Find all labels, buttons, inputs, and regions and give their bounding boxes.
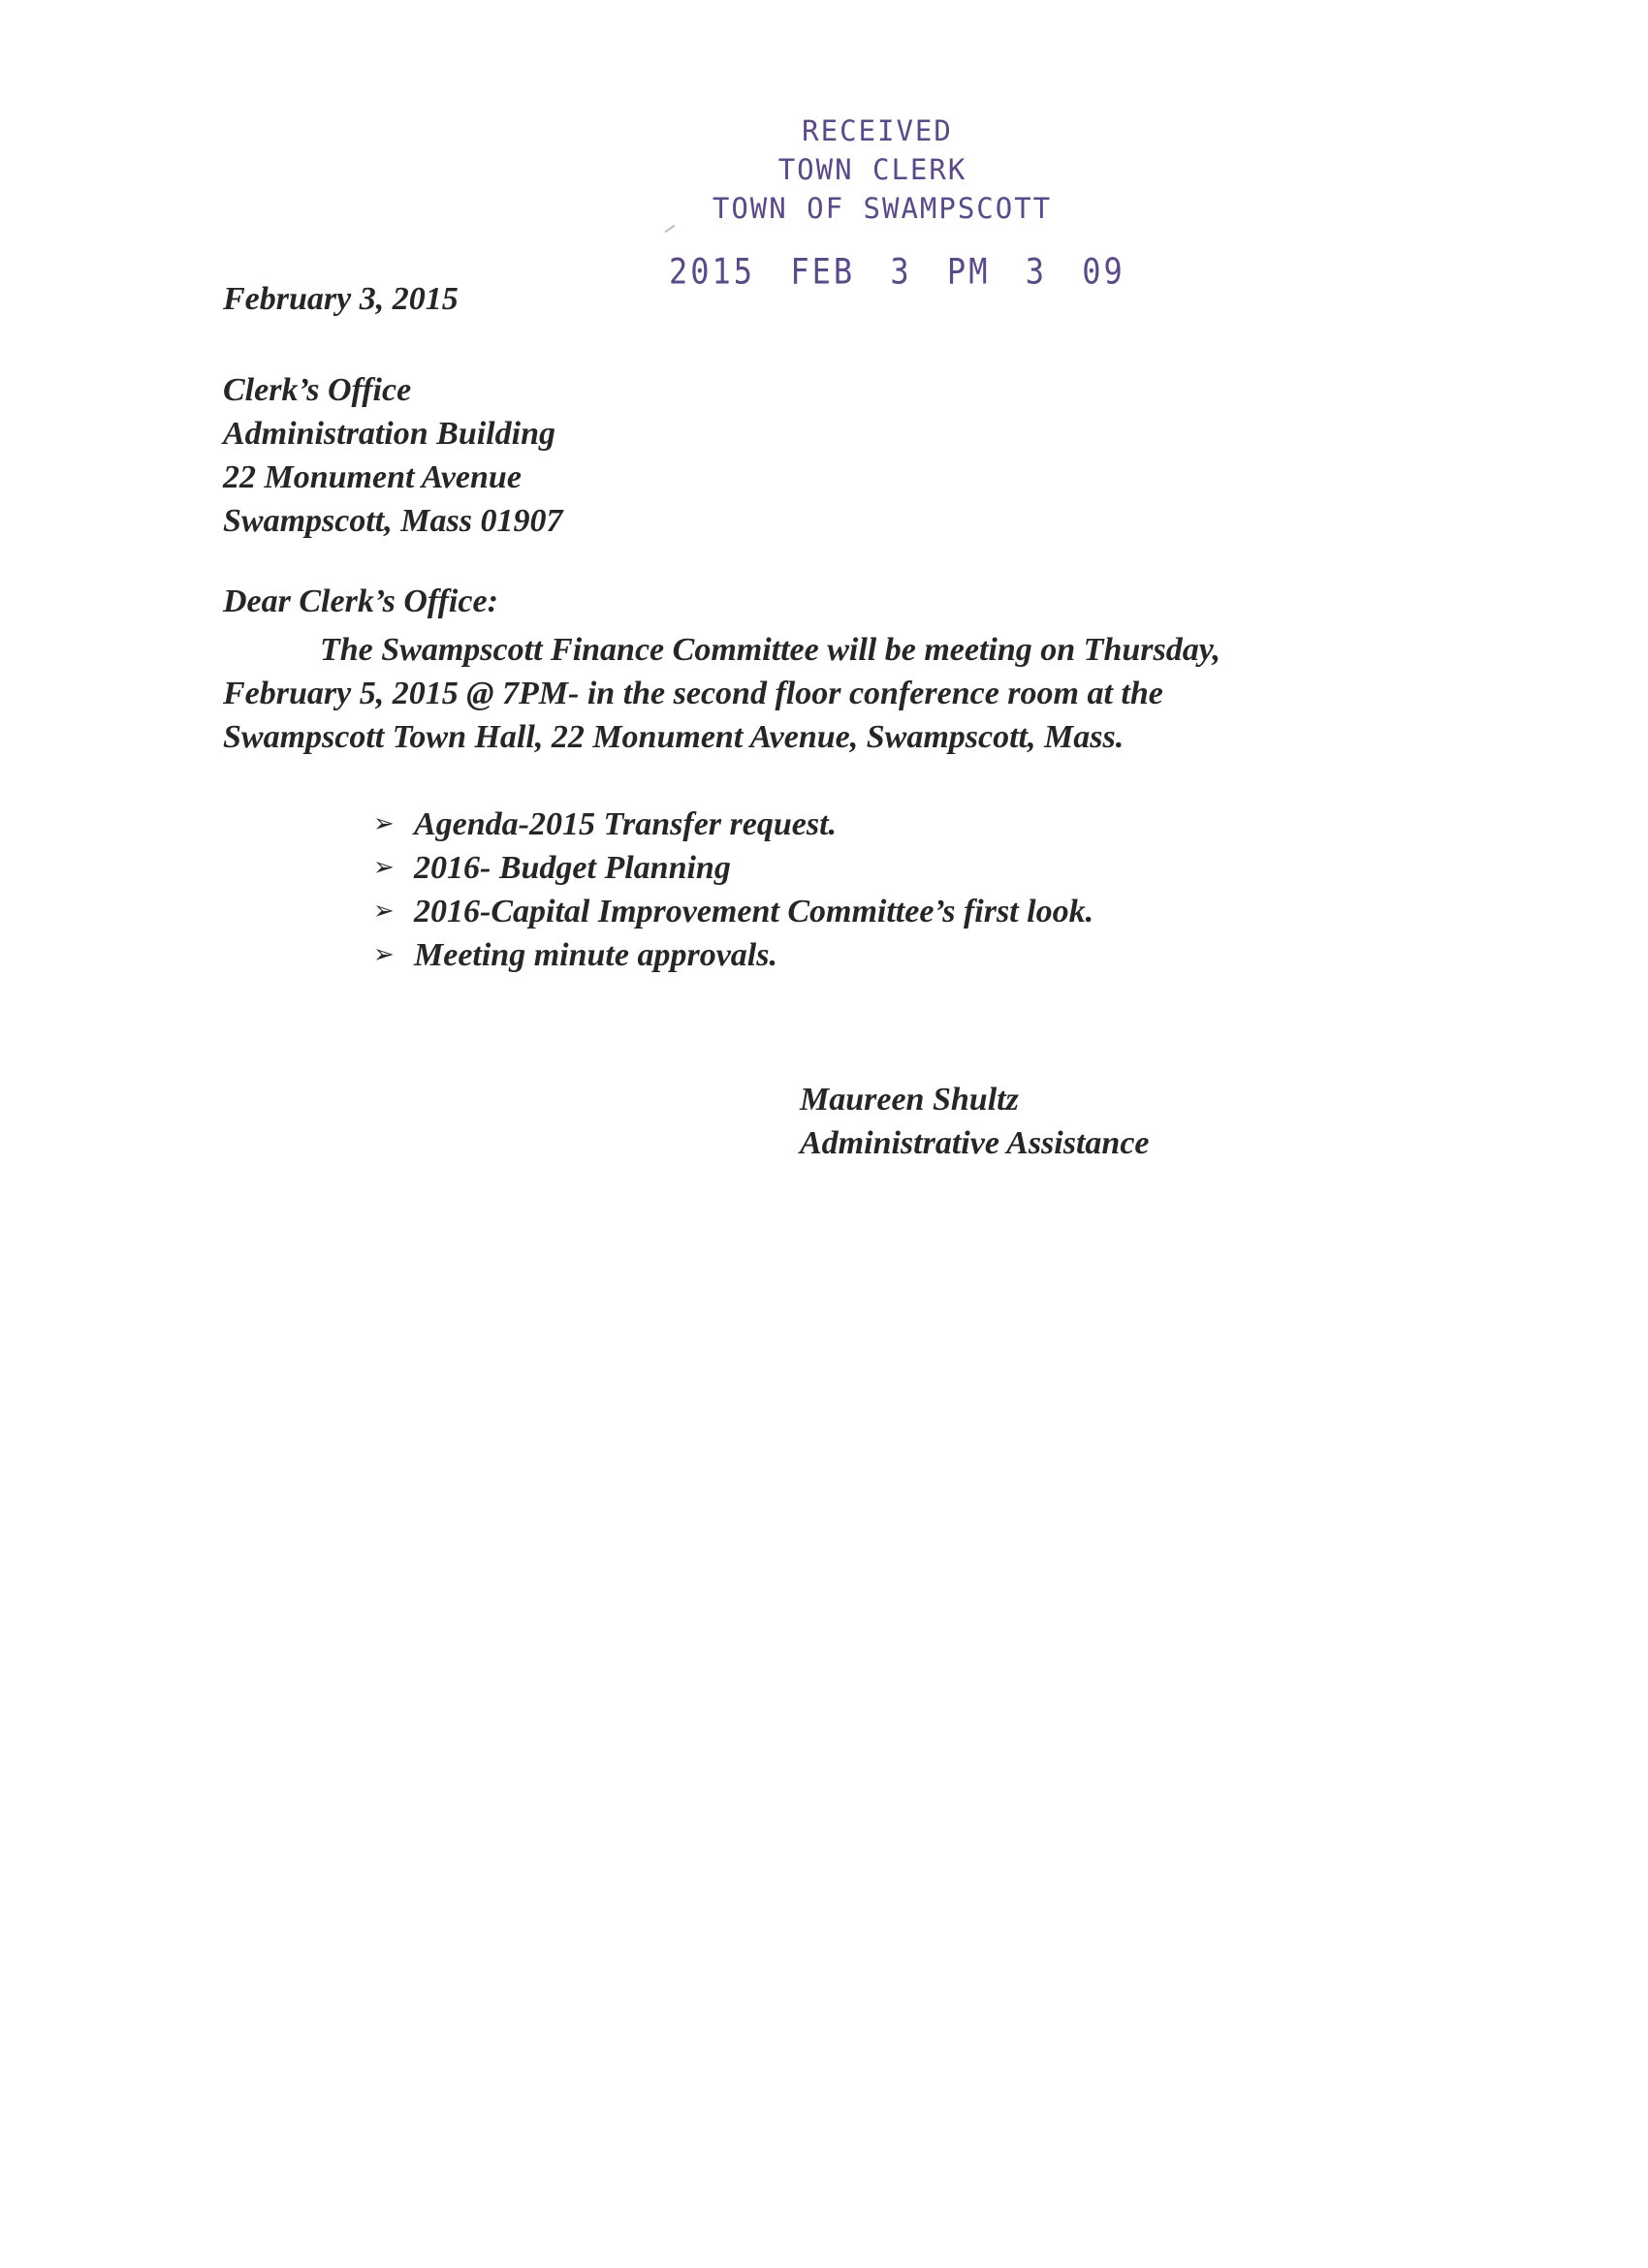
salutation: Dear Clerk’s Office: — [223, 583, 498, 619]
stamp-datetime: 2015 FEB 3 PM 3 09 — [669, 250, 1125, 293]
letter-date: February 3, 2015 — [223, 281, 459, 317]
signature-name: Maureen Shultz — [800, 1082, 1019, 1118]
agenda-item-text: 2016-Capital Improvement Committee’s first look. — [414, 894, 1094, 929]
agenda-item — [373, 933, 1093, 977]
address-line: Clerk’s Office — [223, 372, 412, 408]
body-paragraph — [223, 628, 1220, 759]
agenda-item-text: Meeting minute approvals. — [414, 937, 777, 973]
agenda-item — [373, 846, 1093, 890]
stamp-line-received: RECEIVED — [802, 114, 953, 147]
arrowhead-bullet-icon: ➢ — [373, 809, 395, 838]
body-line: February 5, 2015 @ 7PM- in the second floor conference room at the — [223, 676, 1163, 711]
body-line: The Swampscott Finance Committee will be meeting on Thursday, — [320, 632, 1221, 668]
agenda-item-text: Agenda-2015 Transfer request. — [414, 806, 838, 842]
arrowhead-bullet-icon: ➢ — [373, 897, 395, 926]
body-line: Swampscott Town Hall, 22 Monument Avenue, Swampscott, Mass. — [223, 719, 1125, 755]
recipient-address — [223, 368, 562, 543]
address-line: Administration Building — [223, 416, 555, 452]
address-line: 22 Monument Avenue — [223, 459, 522, 495]
arrowhead-bullet-icon: ➢ — [373, 940, 395, 969]
stamp-line-town: TOWN OF SWAMPSCOTT — [712, 192, 1053, 225]
agenda-item-text: 2016- Budget Planning — [414, 850, 731, 886]
received-stamp — [669, 111, 1125, 293]
agenda-item — [373, 890, 1093, 933]
stamp-line-town-clerk: TOWN CLERK — [777, 153, 967, 186]
signature-block — [800, 1078, 1150, 1165]
agenda-item — [373, 803, 1093, 846]
signature-title: Administrative Assistance — [800, 1125, 1150, 1161]
address-line: Swampscott, Mass 01907 — [223, 503, 563, 539]
agenda-list — [373, 803, 1093, 977]
arrowhead-bullet-icon: ➢ — [373, 853, 395, 882]
